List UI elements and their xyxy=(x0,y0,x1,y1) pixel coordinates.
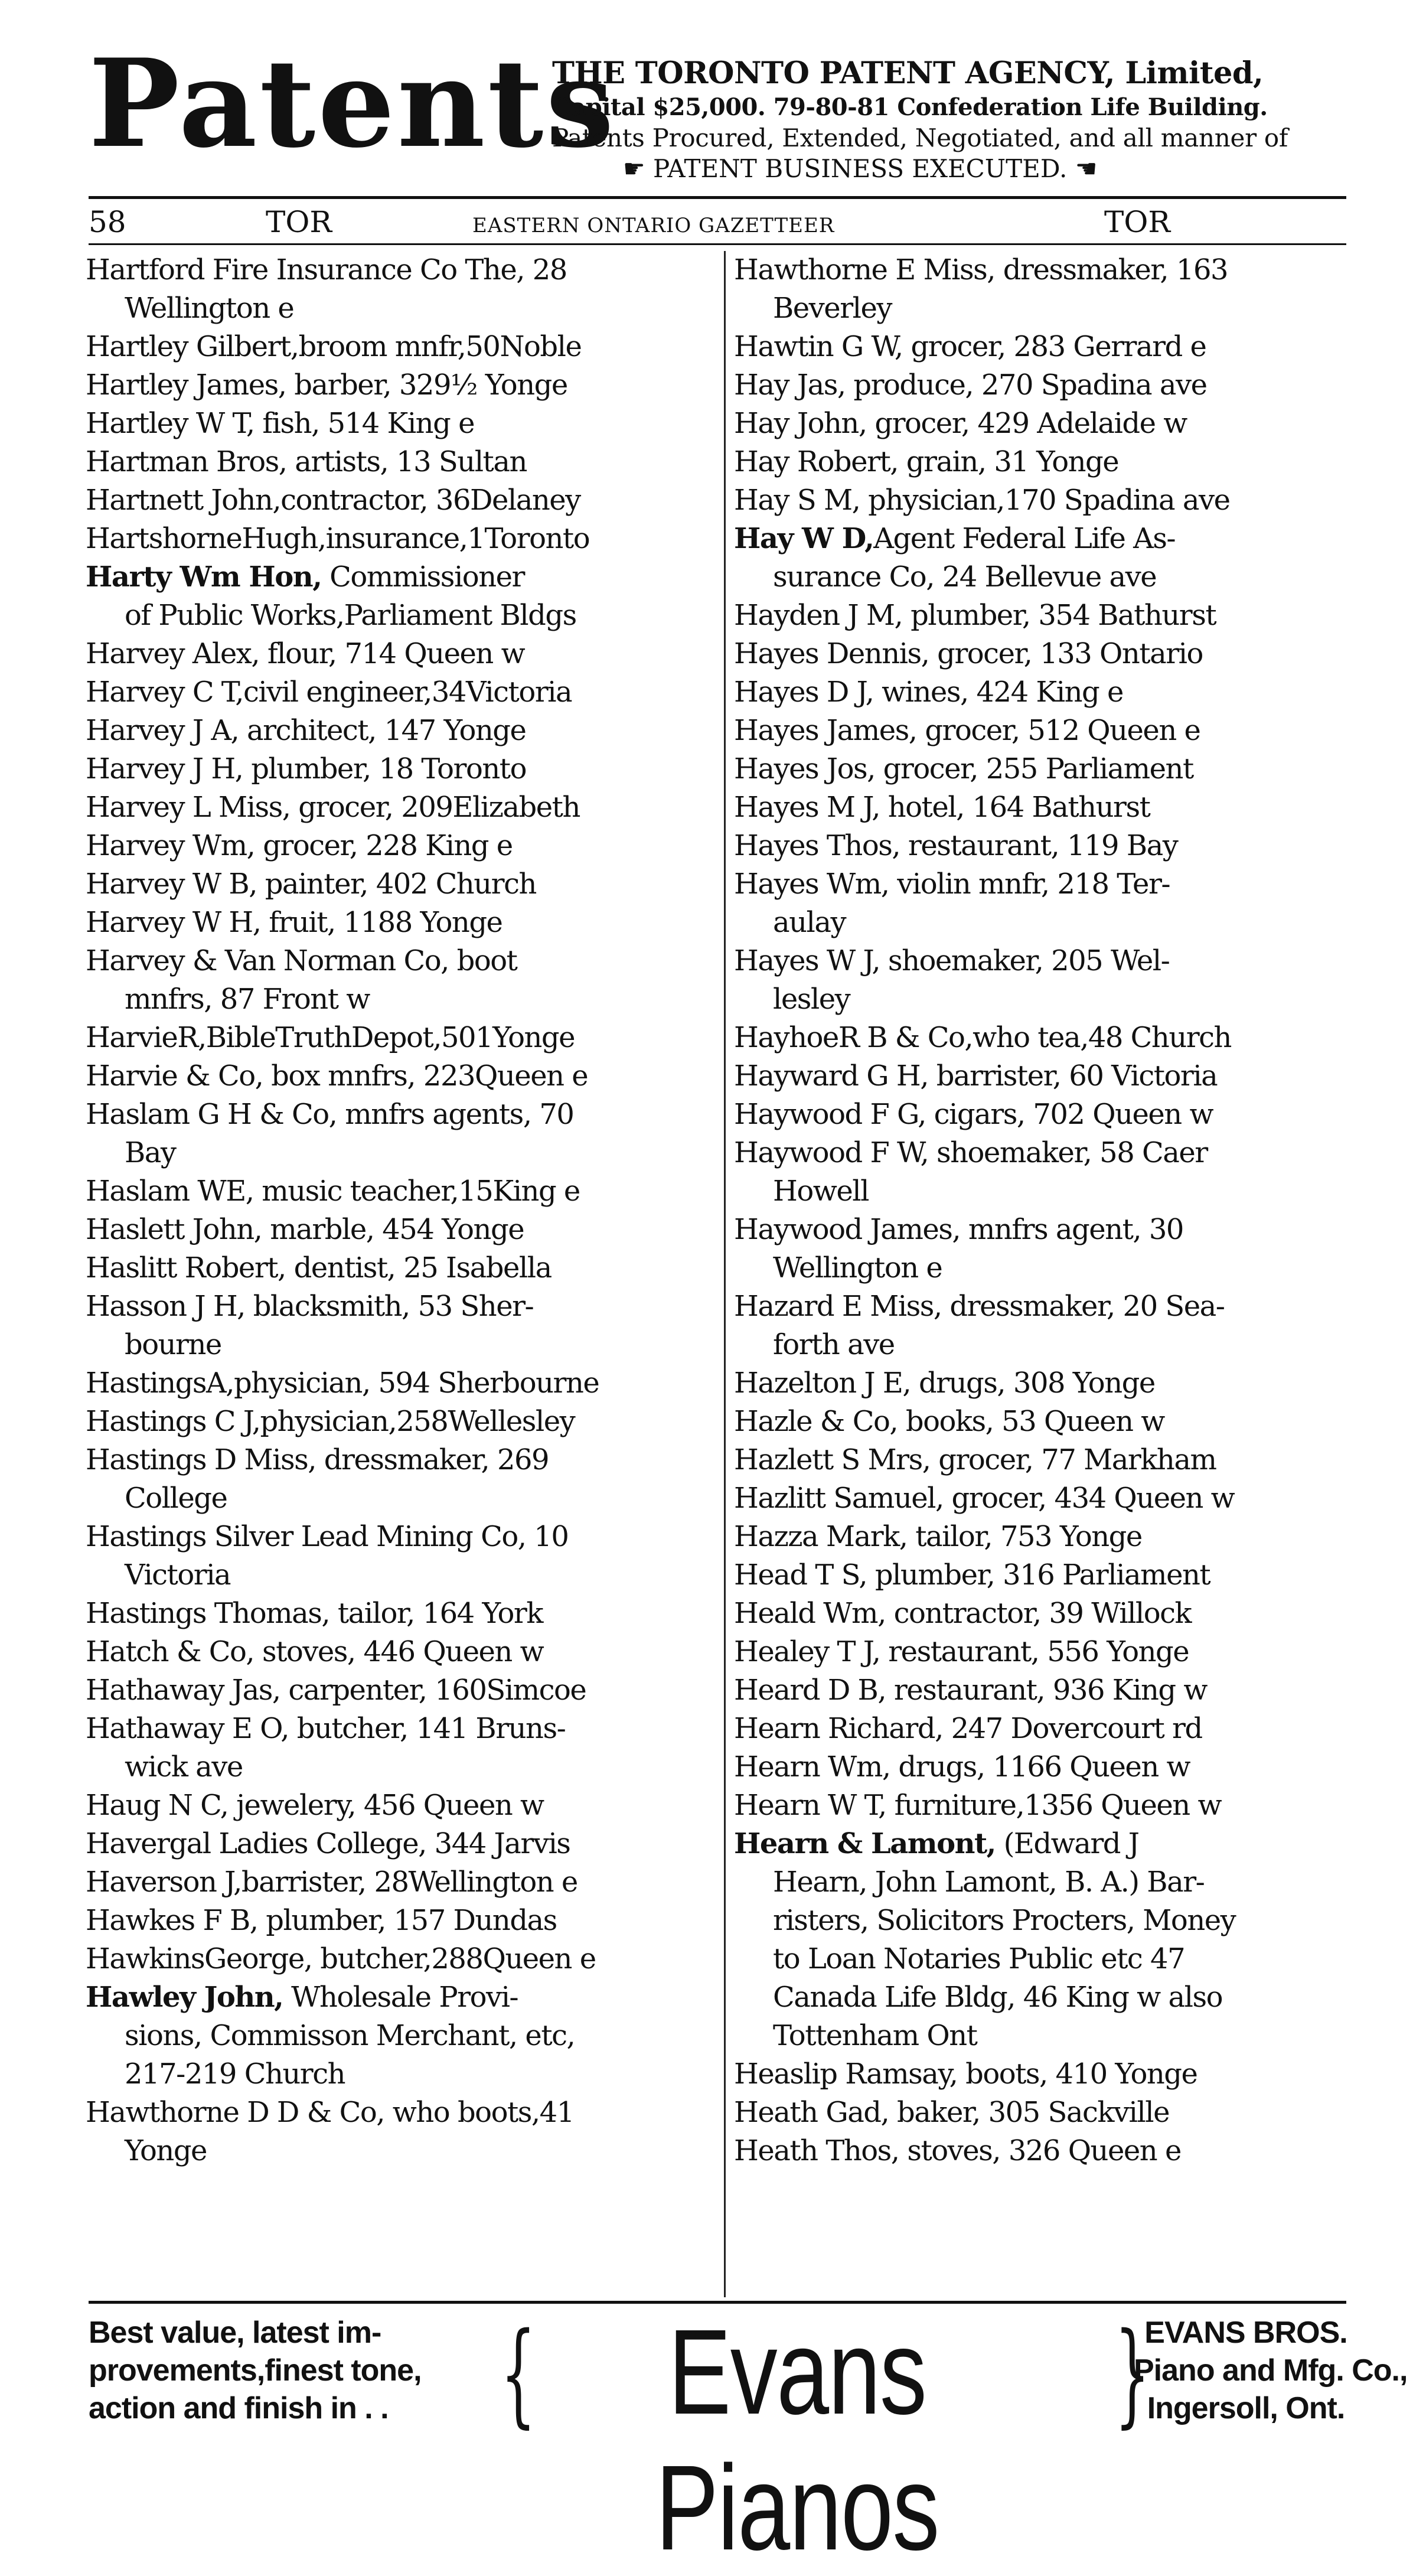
entry-text: Hayward G H, barrister, 60 Victoria xyxy=(734,1059,1218,1093)
directory-entry-continuation xyxy=(734,2017,1365,2055)
directory-entry xyxy=(86,1940,716,1978)
directory-entry xyxy=(86,481,716,520)
directory-entry xyxy=(86,1287,716,1326)
entry-text: Hazlett S Mrs, grocer, 77 Markham xyxy=(734,1443,1216,1476)
directory-entry-continuation xyxy=(734,558,1365,596)
directory-entry xyxy=(86,251,716,289)
header-section-right: TOR xyxy=(1104,205,1170,239)
directory-entry-continuation xyxy=(734,904,1365,942)
entry-text: surance Co, 24 Bellevue ave xyxy=(773,560,1157,594)
ad-manufacturer xyxy=(1134,2314,1408,2427)
directory-entry-continuation xyxy=(86,2132,716,2170)
entry-text: Harvie & Co, box mnfrs, 223Queen e xyxy=(86,1059,588,1093)
directory-entry xyxy=(734,596,1365,635)
entry-text: Hartford Fire Insurance Co The, 28 xyxy=(86,253,567,286)
directory-entry xyxy=(86,328,716,366)
entry-text: Harvey W H, fruit, 1188 Yonge xyxy=(86,906,502,939)
entry-text: Hearn Richard, 247 Dovercourt rd xyxy=(734,1712,1202,1745)
entry-text: Hayes Wm, violin mnfr, 218 Ter- xyxy=(734,868,1170,901)
directory-entry xyxy=(734,405,1365,443)
entry-text: Haslett John, marble, 454 Yonge xyxy=(86,1213,524,1246)
directory-entry-continuation xyxy=(86,2017,716,2055)
entry-text: 217-219 Church xyxy=(125,2057,345,2091)
agency-details xyxy=(552,54,1364,184)
entry-text: Yonge xyxy=(125,2134,207,2167)
directory-entry xyxy=(86,750,716,788)
entry-text: Heath Thos, stoves, 326 Queen e xyxy=(734,2134,1181,2167)
directory-entry-continuation xyxy=(86,980,716,1019)
entry-text: Heaslip Ramsay, boots, 410 Yonge xyxy=(734,2057,1197,2091)
entry-text: Beverley xyxy=(773,292,892,325)
entry-text: Hastings D Miss, dressmaker, 269 xyxy=(86,1443,549,1476)
entry-text: Wellington e xyxy=(125,292,294,325)
directory-entry xyxy=(734,251,1365,289)
directory-entry-continuation xyxy=(86,1748,716,1786)
entry-text: bourne xyxy=(125,1328,221,1361)
directory-entry-continuation xyxy=(734,1940,1365,1978)
directory-entry xyxy=(86,942,716,980)
entry-description: Commissioner xyxy=(321,560,524,594)
entry-description: Wholesale Provi- xyxy=(283,1981,518,2014)
entry-text: Haverson J,barrister, 28Wellington e xyxy=(86,1866,577,1899)
entry-text: Haywood F G, cigars, 702 Queen w xyxy=(734,1098,1213,1131)
directory-entry-continuation xyxy=(86,1134,716,1172)
entry-text: Haywood F W, shoemaker, 58 Caer xyxy=(734,1136,1208,1169)
entry-text: Hayden J M, plumber, 354 Bathurst xyxy=(734,599,1216,632)
directory-entry xyxy=(734,635,1365,673)
entry-text: Head T S, plumber, 316 Parliament xyxy=(734,1558,1210,1592)
entry-text: Tottenham Ont xyxy=(773,2019,977,2052)
entry-text: Hayes M J, hotel, 164 Bathurst xyxy=(734,791,1150,824)
directory-entry xyxy=(86,1403,716,1441)
directory-entry-continuation xyxy=(734,1249,1365,1287)
directory-entry xyxy=(86,1518,716,1556)
entry-text: HartshorneHugh,insurance,1Toronto xyxy=(86,522,590,555)
directory-entry-continuation xyxy=(86,2055,716,2094)
directory-entry xyxy=(734,750,1365,788)
directory-entry xyxy=(86,1902,716,1940)
directory-entry xyxy=(734,1134,1365,1172)
entry-text: Hartley Gilbert,broom mnfr,50Noble xyxy=(86,330,582,363)
directory-entry xyxy=(734,2132,1365,2170)
entry-text: Hayes James, grocer, 512 Queen e xyxy=(734,714,1200,747)
directory-entry xyxy=(86,788,716,827)
directory-entry xyxy=(86,405,716,443)
directory-entry-continuation xyxy=(734,1326,1365,1364)
entry-text: Hay John, grocer, 429 Adelaide w xyxy=(734,407,1187,440)
evans-pianos-title: Evans Pianos xyxy=(655,2304,939,2575)
directory-entry xyxy=(734,2094,1365,2132)
entry-name-bold: Hay W D, xyxy=(734,522,874,555)
directory-entry xyxy=(734,673,1365,712)
entry-text: Hawthorne E Miss, dressmaker, 163 xyxy=(734,253,1228,286)
running-header xyxy=(89,204,1346,240)
directory-entry xyxy=(86,1249,716,1287)
directory-entry xyxy=(86,1825,716,1863)
directory-entry xyxy=(734,1710,1365,1748)
directory-entry xyxy=(86,712,716,750)
entry-text: HayhoeR B & Co,who tea,48 Church xyxy=(734,1021,1231,1054)
directory-entry-continuation xyxy=(734,289,1365,328)
directory-entry xyxy=(734,865,1365,904)
entry-text: Hazelton J E, drugs, 308 Yonge xyxy=(734,1367,1155,1400)
entry-text: Hastings C J,physician,258Wellesley xyxy=(86,1405,575,1438)
directory-entry xyxy=(734,443,1365,481)
entry-text: HastingsA,physician, 594 Sherbourne xyxy=(86,1367,599,1400)
entry-name-bold: Harty Wm Hon, xyxy=(86,560,322,594)
directory-entry xyxy=(86,1978,716,2017)
entry-text: lesley xyxy=(773,983,850,1016)
entry-text: Hay Robert, grain, 31 Yonge xyxy=(734,445,1119,478)
entry-text: Haslam WE, music teacher,15King e xyxy=(86,1175,580,1208)
directory-entry-continuation xyxy=(734,1863,1365,1902)
entry-text: aulay xyxy=(773,906,846,939)
entry-text: Haywood James, mnfrs agent, 30 xyxy=(734,1213,1183,1246)
directory-entry-continuation xyxy=(734,1978,1365,2017)
entry-text: Hartley W T, fish, 514 King e xyxy=(86,407,474,440)
directory-entry xyxy=(734,1211,1365,1249)
entry-text: Hazza Mark, tailor, 753 Yonge xyxy=(734,1520,1142,1553)
entry-text: Hayes Jos, grocer, 255 Parliament xyxy=(734,752,1193,785)
header-rule-top xyxy=(89,196,1346,199)
entry-text: Haslam G H & Co, mnfrs agents, 70 xyxy=(86,1098,574,1131)
left-brace-icon: { xyxy=(500,2308,536,2439)
entry-text: forth ave xyxy=(773,1328,895,1361)
entry-text: Hay Jas, produce, 270 Spadina ave xyxy=(734,369,1207,402)
directory-entry xyxy=(734,1364,1365,1403)
entry-text: HarvieR,BibleTruthDepot,501Yonge xyxy=(86,1021,575,1054)
entry-text: Hatch & Co, stoves, 446 Queen w xyxy=(86,1635,544,1668)
patents-heading: Patents xyxy=(89,33,616,175)
agency-tagline: ☛ PATENT BUSINESS EXECUTED. ☚ xyxy=(623,154,1098,183)
entry-text: Hearn Wm, drugs, 1166 Queen w xyxy=(734,1750,1190,1783)
directory-entry-continuation xyxy=(86,289,716,328)
directory-entry xyxy=(734,1095,1365,1134)
right-brace-icon: } xyxy=(1114,2308,1150,2439)
agency-name: THE TORONTO PATENT AGENCY, Limited, xyxy=(552,56,1264,91)
directory-entry xyxy=(734,1786,1365,1825)
directory-entry xyxy=(734,481,1365,520)
entry-name-bold: Hearn & Lamont, xyxy=(734,1827,996,1860)
directory-entry xyxy=(86,1633,716,1671)
directory-entry xyxy=(734,520,1365,558)
entry-text: Hay S M, physician,170 Spadina ave xyxy=(734,484,1230,517)
entry-text: Howell xyxy=(773,1175,869,1208)
gazetteer-title: EASTERN ONTARIO GAZETTEER xyxy=(472,214,835,237)
directory-entry xyxy=(86,1863,716,1902)
directory-entry xyxy=(734,1594,1365,1633)
directory-entry xyxy=(86,865,716,904)
entry-text: Hathaway E O, butcher, 141 Bruns- xyxy=(86,1712,566,1745)
directory-entry xyxy=(734,2055,1365,2094)
directory-entry xyxy=(734,1287,1365,1326)
entry-text: Harvey Alex, flour, 714 Queen w xyxy=(86,637,525,670)
entry-text: Wellington e xyxy=(773,1251,942,1284)
directory-entry xyxy=(86,1671,716,1710)
directory-entry xyxy=(86,1441,716,1479)
entry-text: Hazard E Miss, dressmaker, 20 Sea- xyxy=(734,1290,1225,1323)
entry-text: Havergal Ladies College, 344 Jarvis xyxy=(86,1827,570,1860)
directory-entry xyxy=(734,1748,1365,1786)
ad-manufacturer-line: Piano and Mfg. Co., xyxy=(1134,2353,1408,2388)
directory-entry xyxy=(734,1403,1365,1441)
directory-entry-continuation xyxy=(86,1556,716,1594)
entry-text: Hayes W J, shoemaker, 205 Wel- xyxy=(734,944,1170,977)
agency-services: Patents Procured, Extended, Negotiated, and all manner of xyxy=(552,123,1288,152)
ad-slogan-line: action and finish in . . xyxy=(89,2391,389,2425)
entry-text: risters, Solicitors Procters, Money xyxy=(773,1904,1236,1937)
directory-entry xyxy=(734,1556,1365,1594)
entry-text: Harvey W B, painter, 402 Church xyxy=(86,868,536,901)
entry-text: Haslitt Robert, dentist, 25 Isabella xyxy=(86,1251,552,1284)
directory-entry xyxy=(734,1825,1365,1863)
ad-slogan-line: provements,finest tone, xyxy=(89,2353,422,2388)
patent-agency-advertisement xyxy=(89,33,1358,183)
directory-entry xyxy=(86,1211,716,1249)
directory-entry xyxy=(86,1019,716,1057)
entry-text: Hayes Dennis, grocer, 133 Ontario xyxy=(734,637,1203,670)
entry-text: Harvey & Van Norman Co, boot xyxy=(86,944,517,977)
directory-entry xyxy=(86,1364,716,1403)
directory-entry xyxy=(734,827,1365,865)
entry-text: of Public Works,Parliament Bldgs xyxy=(125,599,576,632)
directory-entry xyxy=(86,558,716,596)
entry-text: mnfrs, 87 Front w xyxy=(125,983,370,1016)
entry-text: wick ave xyxy=(125,1750,243,1783)
entry-text: Hawkes F B, plumber, 157 Dundas xyxy=(86,1904,557,1937)
entry-text: Harvey J A, architect, 147 Yonge xyxy=(86,714,526,747)
directory-entry xyxy=(86,520,716,558)
entry-text: Hartnett John,contractor, 36Delaney xyxy=(86,484,580,517)
directory-entry xyxy=(734,712,1365,750)
entry-text: Hearn W T, furniture,1356 Queen w xyxy=(734,1789,1222,1822)
header-rule-bottom xyxy=(89,243,1346,245)
ad-manufacturer-line: Ingersoll, Ont. xyxy=(1147,2391,1345,2425)
entry-text: Hayes D J, wines, 424 King e xyxy=(734,676,1123,709)
entry-text: Victoria xyxy=(125,1558,231,1592)
entry-text: Bay xyxy=(125,1136,176,1169)
directory-entry xyxy=(86,443,716,481)
entry-text: Harvey C T,civil engineer,34Victoria xyxy=(86,676,572,709)
directory-entry xyxy=(86,673,716,712)
directory-entry xyxy=(86,1095,716,1134)
directory-entry xyxy=(86,1710,716,1748)
entry-description: (Edward J xyxy=(995,1827,1139,1860)
directory-entry xyxy=(86,1172,716,1211)
entry-text: Hazle & Co, books, 53 Queen w xyxy=(734,1405,1164,1438)
entry-text: sions, Commisson Merchant, etc, xyxy=(125,2019,575,2052)
entry-text: College xyxy=(125,1482,227,1515)
directory-entry xyxy=(86,1594,716,1633)
entry-text: Hartman Bros, artists, 13 Sultan xyxy=(86,445,527,478)
entry-text: Hastings Silver Lead Mining Co, 10 xyxy=(86,1520,569,1553)
directory-entry xyxy=(86,366,716,405)
entry-text: Hastings Thomas, tailor, 164 York xyxy=(86,1597,543,1630)
header-section-left: TOR xyxy=(266,205,332,239)
entry-text: Haug N C, jewelery, 456 Queen w xyxy=(86,1789,544,1822)
directory-entry xyxy=(734,1057,1365,1095)
right-column xyxy=(734,251,1365,2170)
directory-entry xyxy=(86,904,716,942)
directory-entry xyxy=(734,1518,1365,1556)
entry-text: Heald Wm, contractor, 39 Willock xyxy=(734,1597,1192,1630)
directory-entry xyxy=(734,788,1365,827)
directory-entry-continuation xyxy=(86,596,716,635)
directory-entry xyxy=(734,1633,1365,1671)
directory-entry xyxy=(86,635,716,673)
directory-entry xyxy=(86,1786,716,1825)
footer-rule xyxy=(89,2301,1346,2304)
entry-text: Harvey L Miss, grocer, 209Elizabeth xyxy=(86,791,580,824)
directory-entry xyxy=(734,328,1365,366)
directory-entry xyxy=(734,1019,1365,1057)
directory-entry xyxy=(734,1441,1365,1479)
directory-entry-continuation xyxy=(734,1902,1365,1940)
directory-entry xyxy=(86,827,716,865)
entry-text: Heath Gad, baker, 305 Sackville xyxy=(734,2096,1169,2129)
directory-entry-continuation xyxy=(86,1479,716,1518)
directory-entry xyxy=(86,1057,716,1095)
entry-description: Agent Federal Life As- xyxy=(873,522,1176,555)
ad-slogan xyxy=(89,2314,466,2427)
page-number: 58 xyxy=(89,205,126,239)
entry-text: Harvey J H, plumber, 18 Toronto xyxy=(86,752,526,785)
entry-text: Harvey Wm, grocer, 228 King e xyxy=(86,829,513,862)
left-column xyxy=(86,251,716,2170)
directory-entry xyxy=(86,2094,716,2132)
entry-text: Hartley James, barber, 329½ Yonge xyxy=(86,369,567,402)
directory-entry-continuation xyxy=(734,1172,1365,1211)
entry-text: Hawtin G W, grocer, 283 Gerrard e xyxy=(734,330,1206,363)
directory-entry xyxy=(734,1479,1365,1518)
entry-text: Hasson J H, blacksmith, 53 Sher- xyxy=(86,1290,534,1323)
directory-entry-continuation xyxy=(734,980,1365,1019)
entry-text: Hathaway Jas, carpenter, 160Simcoe xyxy=(86,1674,586,1707)
entry-text: Canada Life Bldg, 46 King w also xyxy=(773,1981,1223,2014)
column-divider xyxy=(724,251,726,2297)
entry-text: Healey T J, restaurant, 556 Yonge xyxy=(734,1635,1189,1668)
entry-text: Hawthorne D D & Co, who boots,41 xyxy=(86,2096,574,2129)
directory-entry xyxy=(734,1671,1365,1710)
ad-manufacturer-line: EVANS BROS. xyxy=(1144,2316,1347,2350)
entry-text: Heard D B, restaurant, 936 King w xyxy=(734,1674,1207,1707)
evans-pianos-advertisement xyxy=(89,2304,1408,2575)
entry-text: HawkinsGeorge, butcher,288Queen e xyxy=(86,1942,596,1975)
entry-name-bold: Hawley John, xyxy=(86,1981,283,2014)
agency-capital: Capital $25,000. 79-80-81 Confederation Life Building. xyxy=(552,93,1268,121)
entry-text: Hazlitt Samuel, grocer, 434 Queen w xyxy=(734,1482,1235,1515)
entry-text: Hayes Thos, restaurant, 119 Bay xyxy=(734,829,1178,862)
entry-text: to Loan Notaries Public etc 47 xyxy=(773,1942,1185,1975)
directory-entry-continuation xyxy=(86,1326,716,1364)
directory-entry xyxy=(734,942,1365,980)
entry-text: Hearn, John Lamont, B. A.) Bar- xyxy=(773,1866,1205,1899)
directory-entry xyxy=(734,366,1365,405)
ad-slogan-line: Best value, latest im- xyxy=(89,2316,381,2350)
